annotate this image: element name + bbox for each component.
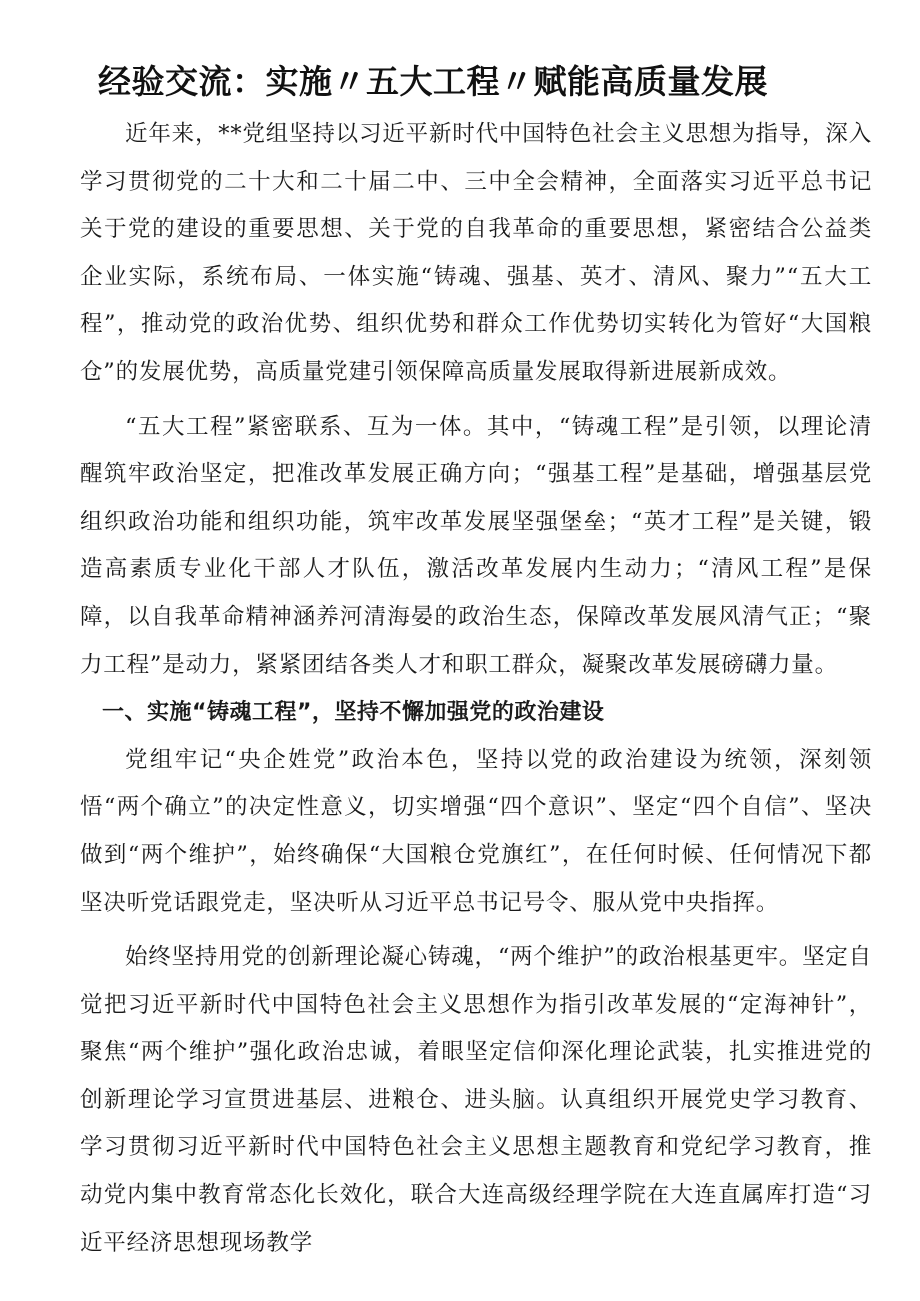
section-1-paragraph-1: 党组牢记“央企姓党”政治本色，坚持以党的政治建设为统领，深刻领悟“两个确立”的决定性意义，切实增强“四个意识”、坚定“四个自信”、坚决做到“两个维护”，始终确保“大国粮仓党旗红”，在任何时候、任何情况下都坚决听党话跟党走，坚决听从习近平总书记号令、服从党中央指挥。 — [80, 746, 872, 916]
overview-paragraph: “五大工程”紧密联系、互为一体。其中，“铸魂工程”是引领，以理论清醒筑牢政治坚定，把准改革发展正确方向；“强基工程”是基础，增强基层党组织政治功能和组织功能，筑牢改革发展坚强堡垒；“英才工程”是关键，锻造高素质专业化干部人才队伍，激活改革发展内生动力；“清风工程”是保障，以自我革命精神涵养河清海晏的政治生态，保障改革发展风清气正；“聚力工程”是动力，紧紧团结各类人才和职工群众，凝聚改革发展磅礴力量。 — [80, 413, 872, 678]
intro-paragraph: 近年来，**党组坚持以习近平新时代中国特色社会主义思想为指导，深入学习贯彻党的二十大和二十届二中、三中全会精神，全面落实习近平总书记关于党的建设的重要思想、关于党的自我革命的重要思想，紧密结合公益类企业实际，系统布局、一体实施“铸魂、强基、英才、清风、聚力”“五大工程”，推动党的政治优势、组织优势和群众工作优势切实转化为管好“大国粮仓”的发展优势，高质量党建引领保障高质量发展取得新进展新成效。 — [80, 121, 872, 385]
section-1-paragraph-2: 始终坚持用党的创新理论凝心铸魂，“两个维护”的政治根基更牢。坚定自觉把习近平新时代中国特色社会主义思想作为指引改革发展的“定海神针”，聚焦“两个维护”强化政治忠诚，着眼坚定信仰深化理论武装，扎实推进党的创新理论学习宣贯进基层、进粮仓、进头脑。认真组织开展党史学习教育、学习贯彻习近平新时代中国特色社会主义思想主题教育和党纪学习教育，推动党内集中教育常态化长效化，联合大连高级经理学院在大连直属库打造“习近平经济思想现场教学 — [80, 944, 872, 1256]
section-1-heading: 一、实施“铸魂工程”，坚持不懈加强党的政治建设 — [102, 700, 605, 726]
document-title: 经验交流：实施〃五大工程〃赋能高质量发展 — [98, 62, 768, 101]
